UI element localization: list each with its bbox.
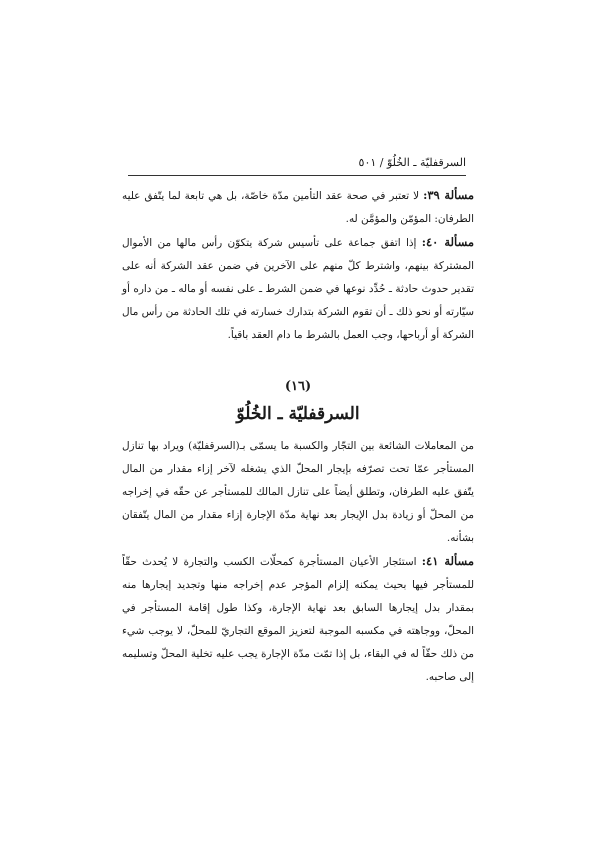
text-block-lower xyxy=(122,435,474,689)
paragraph-masala-39 xyxy=(122,184,474,231)
section-number: (١٦) xyxy=(284,379,312,394)
masala-39-body: لا تعتبر في صحة عقد التأمين مدّة خاصّة، بل هي تابعة لما يتّفق عليه الطرفان: المؤمّن والمؤمَّن له. xyxy=(122,190,474,225)
running-header: السرقفليّة ـ الخُلُوّ / ٥٠١ xyxy=(358,156,466,169)
paragraph-masala-40 xyxy=(122,231,474,347)
header-rule xyxy=(128,175,466,176)
masala-40-body: إذا اتفق جماعة على تأسيس شركة يتكوّن رأس مالها من الأموال المشتركة بينهم، واشترط كلّ منهم على الآخرين في ضمن عقد الشركة أنه على تقدير حدوث حادثة ـ حُدِّد نوعها في ضمن الشرط ـ على نفسه أو ماله ـ من داره أو سيّارته أو نحو ذلك ـ أن تقوم الشركة بتدارك خسارته في تلك الحادثة من رأس مال الشركة أو أرباحها، وجب العمل بالشرط ما دام العقد باقياً. xyxy=(122,237,474,341)
masala-39-lead: مسألة ٣٩: xyxy=(423,188,474,202)
section-title: السرقفليّة ـ الخُلُوّ xyxy=(236,404,360,424)
masala-40-lead: مسألة ٤٠: xyxy=(421,235,474,249)
paragraph-intro: من المعاملات الشائعة بين التجّار والكسبة ما يسمّى بـ(السرقفليّة) ويراد بها تنازل المستأجر عمّا تحت تصرّفه بإيجار المحلّ الذي يشغله لآخر إزاء مقدار من المال يتّفق عليه الطرفان، وتطلق أيضاً على تنازل المالك للمستأجر عن حقّه في إخراجه من المحلّ أو زيادة بدل الإيجار بعد نهاية مدّة الإجارة إزاء مقدار من المال يتّفقان بشأنه. xyxy=(122,440,474,544)
masala-41-body: استئجار الأعيان المستأجرة كمحلّات الكسب والتجارة لا يُحدث حقّاً للمستأجر فيها بحيث يمكنه إلزام المؤجر عدم إخراجه منها وتجديد إيجارها منه بمقدار بدل إيجارها السابق بعد نهاية الإجارة، وكذا طول إقامة المستأجر في المحلّ، ووجاهته في مكسبه الموجبة لتعزيز الموقع التجاريّ للمحلّ، لا يوجب شيء من ذلك حقّاً له في البقاء، بل إذا تمّت مدّة الإجارة يجب عليه تخلية المحلّ وتسليمه إلى صاحبه. xyxy=(122,556,474,683)
masala-41-lead: مسألة ٤١: xyxy=(421,554,474,568)
text-block-upper xyxy=(122,184,474,347)
paragraph-masala-41 xyxy=(122,550,474,689)
